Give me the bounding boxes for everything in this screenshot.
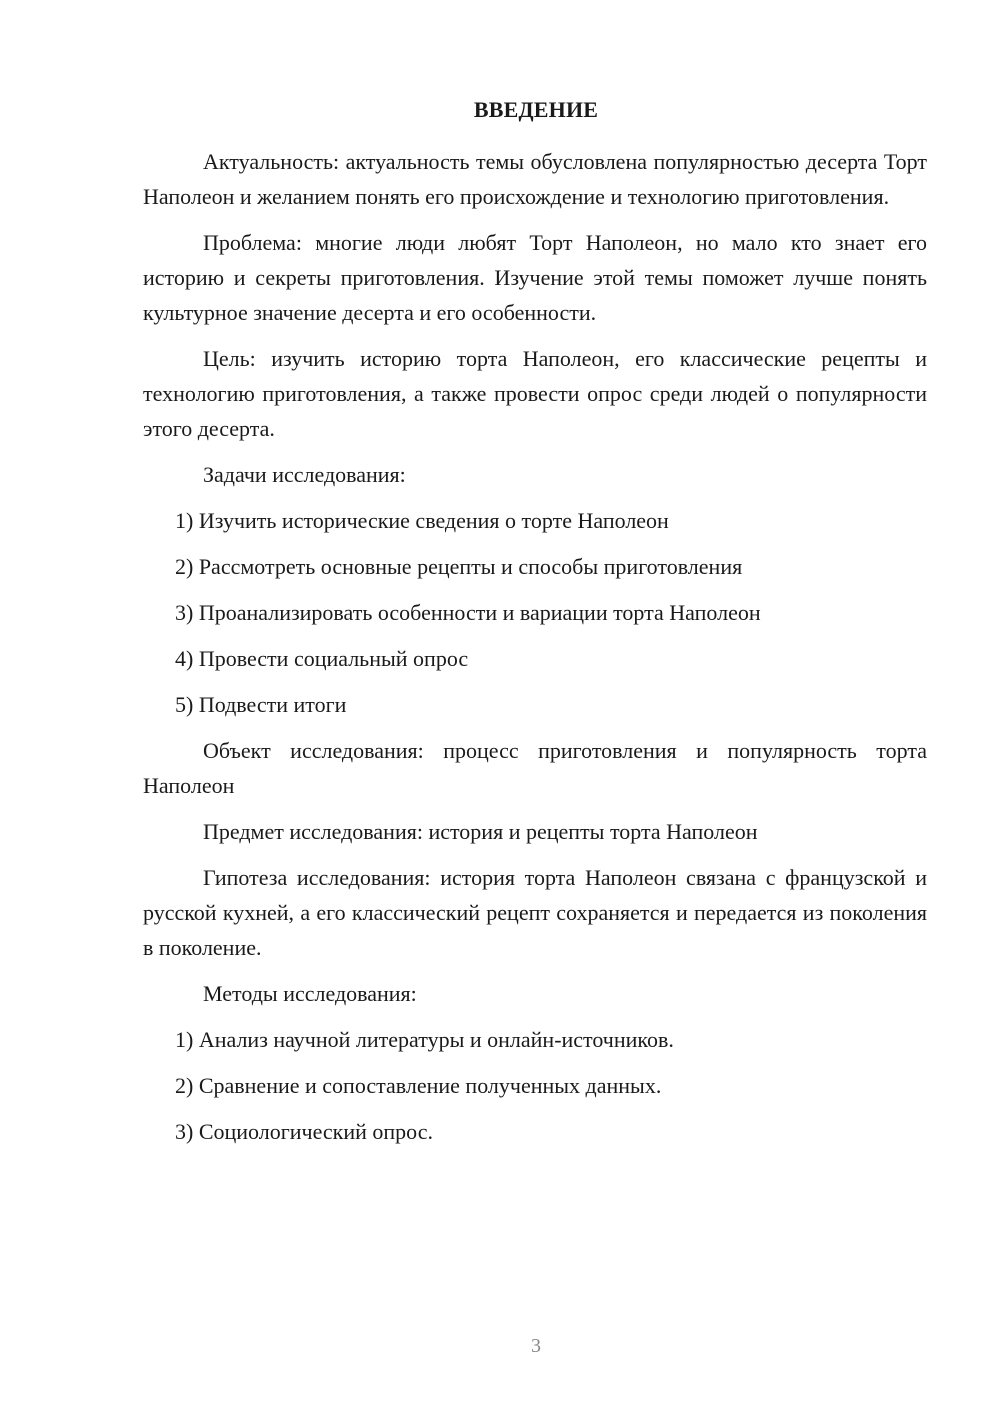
relevance-paragraph: Актуальность: актуальность темы обусловлена популярностью десерта Торт Наполеон и желанием понять его происхождение и технологию приготовления. (143, 149, 927, 209)
list-item: 3) Социологический опрос. (175, 1119, 433, 1144)
list-item: 5) Подвести итоги (175, 692, 347, 717)
list-item: 1) Анализ научной литературы и онлайн-источников. (175, 1027, 674, 1052)
document-body (143, 144, 927, 1160)
goal-paragraph: Цель: изучить историю торта Наполеон, его классические рецепты и технологию приготовления, а также провести опрос среди людей о популярности этого десерта. (143, 346, 927, 441)
methods-heading: Методы исследования: (203, 981, 417, 1006)
list-item: 2) Сравнение и сопоставление полученных данных. (175, 1073, 662, 1098)
tasks-heading: Задачи исследования: (203, 462, 406, 487)
list-item: 1) Изучить исторические сведения о торте Наполеон (175, 508, 669, 533)
object-paragraph: Объект исследования: процесс приготовления и популярность торта Наполеон (143, 738, 927, 798)
section-title: ВВЕДЕНИЕ (473, 97, 599, 122)
subject-paragraph: Предмет исследования: история и рецепты торта Наполеон (203, 819, 758, 844)
problem-paragraph: Проблема: многие люди любят Торт Наполеон, но мало кто знает его историю и секреты приготовления. Изучение этой темы поможет лучше понять культурное значение десерта и его особенности. (143, 230, 927, 325)
list-item: 4) Провести социальный опрос (175, 646, 469, 671)
tasks-list (143, 503, 927, 722)
list-item: 3) Проанализировать особенности и вариации торта Наполеон (175, 600, 761, 625)
page-number: 3 (531, 1335, 541, 1357)
methods-list (143, 1022, 927, 1149)
list-item: 2) Рассмотреть основные рецепты и способы приготовления (175, 554, 743, 579)
hypothesis-paragraph: Гипотеза исследования: история торта Наполеон связана с французской и русской кухней, а его классический рецепт сохраняется и передается из поколения в поколение. (143, 865, 927, 960)
